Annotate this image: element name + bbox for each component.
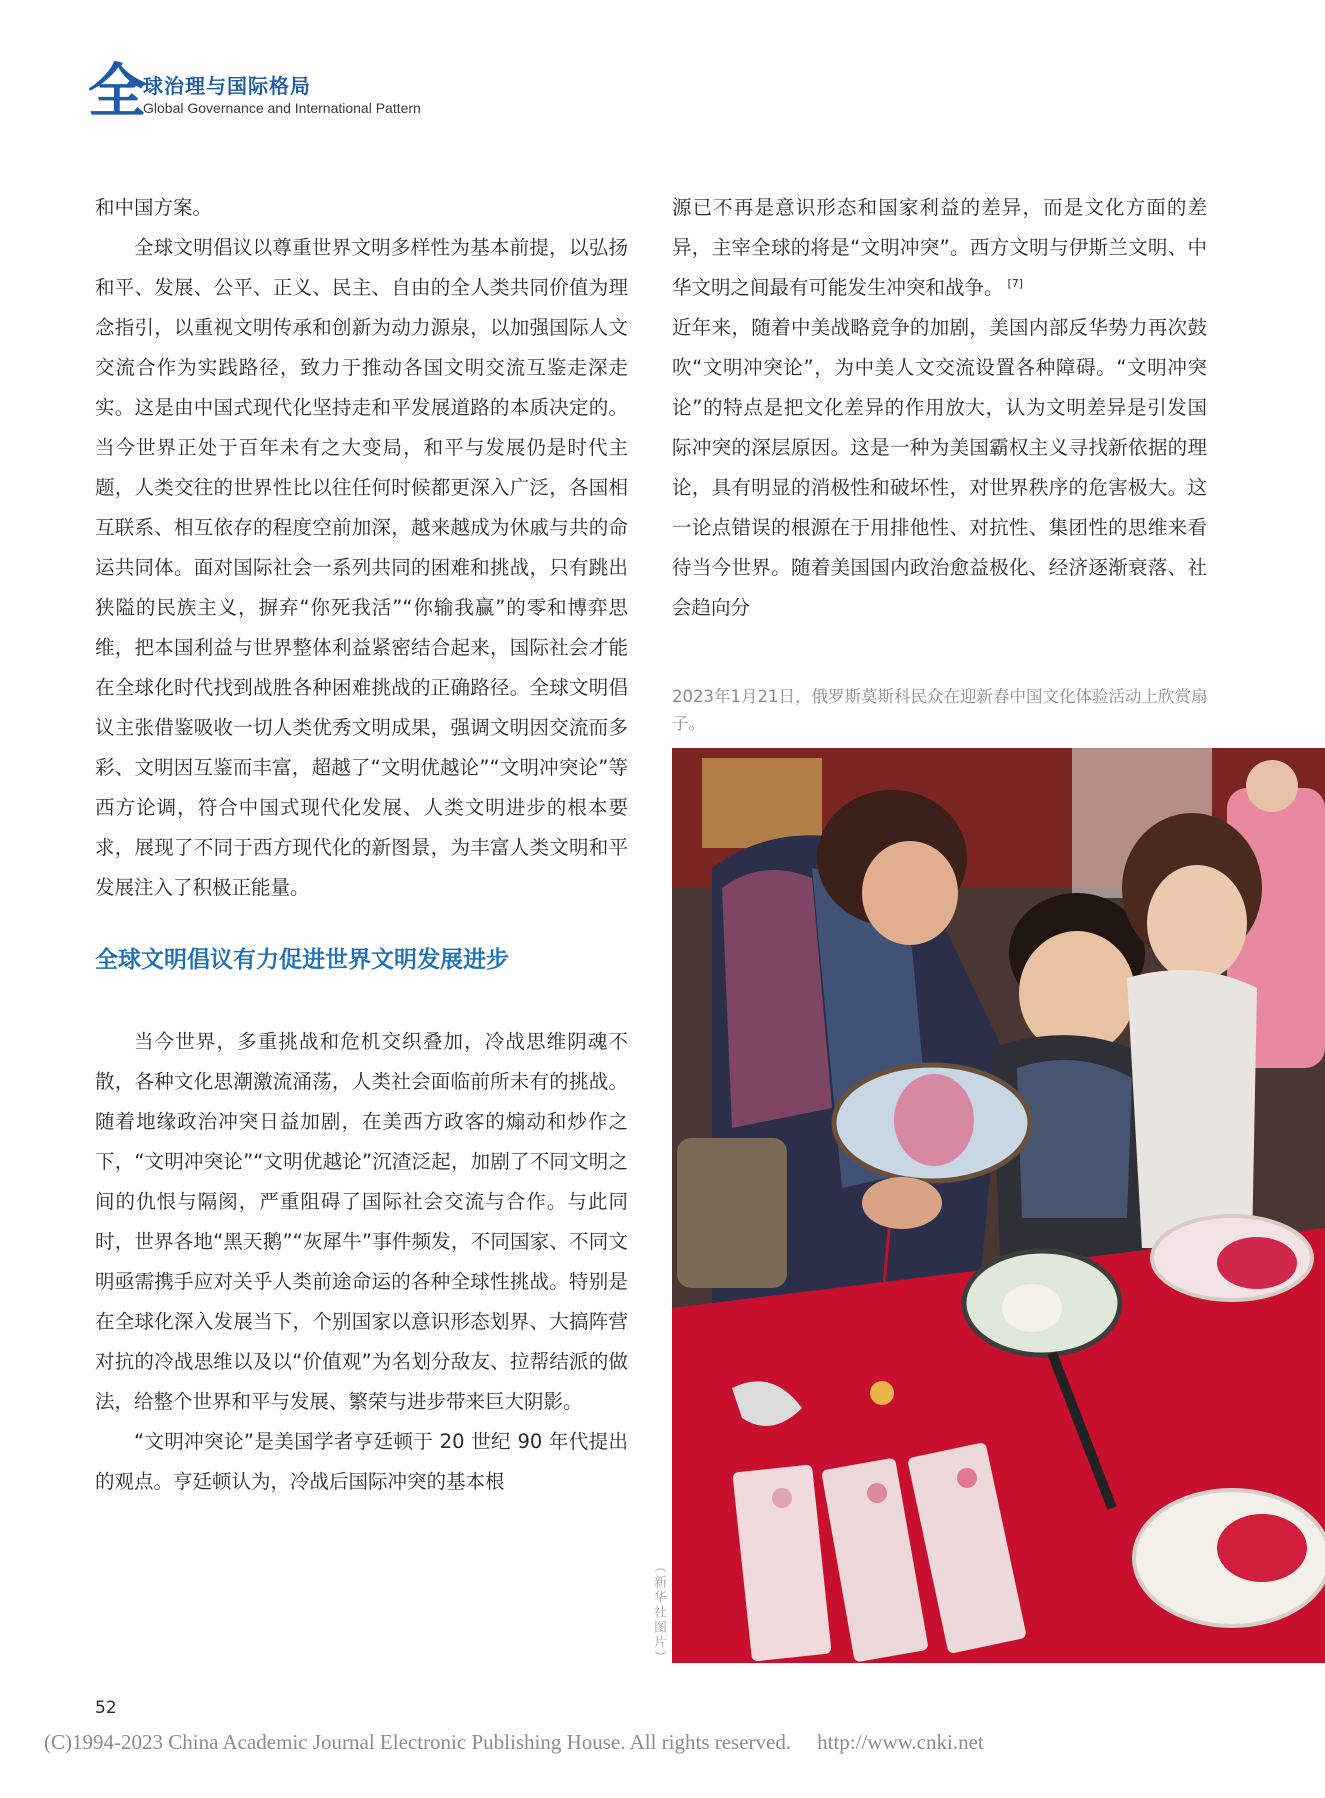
paragraph: 和中国方案。 bbox=[95, 196, 213, 219]
footer-url[interactable]: http://www.cnki.net bbox=[817, 1730, 984, 1754]
paragraph: 全球文明倡议以尊重世界文明多样性为基本前提，以弘扬和平、发展、公平、正义、民主、自由的全人类共同价值为理念指引，以重视文明传承和创新为动力源泉，以加强国际人文交流合作为实践路径，致力于推动各国文明交流互鉴走深走实。这是由中国式现代化坚持走和平发展道路的本质决定的。当今世界正处于百年未有之大变局，和平与发展仍是时代主题，人类交往的世界性比以往任何时候都更深入广泛，各国相互联系、相互依存的程度空前加深，越来越成为休戚与共的命运共同体。面对国际社会一系列共同的困难和挑战，只有跳出狭隘的民族主义，摒弃“你死我活”“你输我赢”的零和博弈思维，把本国利益与世界整体利益紧密结合起来，国际社会才能在全球化时代找到战胜各种困难挑战的正确路径。全球文明倡议主张借鉴吸收一切人类优秀文明成果，强调文明因交流而多彩、文明因互鉴而丰富，超越了“文明优越论”“文明冲突论”等西方论调，符合中国式现代化发展、人类文明进步的根本要求，展现了不同于西方现代化的新图景，为丰富人类文明和平发展注入了积极正能量。 bbox=[95, 236, 628, 899]
paragraph bbox=[672, 188, 1207, 308]
paragraph-text: 源已不再是意识形态和国家利益的差异，而是文化方面的差异，主宰全球的将是“文明冲突”。西方文明与伊斯兰文明、中华文明之间最有可能发生冲突和战争。 bbox=[672, 196, 1207, 299]
paragraph: “文明冲突论”是美国学者亨廷顿于 20 世纪 90 年代提出的观点。亨廷顿认为，冷战后国际冲突的基本根 bbox=[95, 1430, 628, 1493]
photo-caption: 2023年1月21日，俄罗斯莫斯科民众在迎新春中国文化体验活动上欣赏扇子。 bbox=[672, 687, 1208, 733]
event-photo bbox=[672, 748, 1325, 1663]
section-subtitle: Global Governance and International Pattern bbox=[143, 100, 421, 116]
journal-logo: 全 bbox=[88, 57, 147, 125]
photo-credit: （新华社图片） bbox=[651, 1560, 666, 1665]
left-column bbox=[95, 188, 628, 1502]
right-column bbox=[672, 188, 1207, 628]
footer bbox=[44, 1730, 984, 1755]
page-number: 52 bbox=[95, 1698, 117, 1718]
section-heading: 全球文明倡议有力促进世界文明发展进步 bbox=[95, 947, 509, 973]
paragraph: 当今世界，多重挑战和危机交织叠加，冷战思维阴魂不散，各种文化思潮激流涌荡，人类社会面临前所未有的挑战。随着地缘政治冲突日益加剧，在美西方政客的煽动和炒作之下，“文明冲突论”“文明优越论”沉渣泛起，加剧了不同文明之间的仇恨与隔阂，严重阻碍了国际社会交流与合作。与此同时，世界各地“黑天鹅”“灰犀牛”事件频发，不同国家、不同文明亟需携手应对关乎人类前途命运的各种全球性挑战。特别是在全球化深入发展当下，个别国家以意识形态划界、大搞阵营对抗的冷战思维以及以“价值观”为名划分敌友、拉帮结派的做法，给整个世界和平与发展、繁荣与进步带来巨大阴影。 bbox=[95, 1030, 628, 1413]
paragraph: 近年来，随着中美战略竞争的加剧，美国内部反华势力再次鼓吹“文明冲突论”，为中美人文交流设置各种障碍。“文明冲突论”的特点是把文化差异的作用放大，认为文明差异是引发国际冲突的深层原因。这是一种为美国霸权主义寻找新依据的理论，具有明显的消极性和破坏性，对世界秩序的危害极大。这一论点错误的根源在于用排他性、对抗性、集团性的思维来看待当今世界。随着美国国内政治愈益极化、经济逐渐衰落、社会趋向分 bbox=[672, 316, 1207, 619]
photo-illustration bbox=[672, 748, 1325, 1663]
journal-header bbox=[88, 58, 548, 128]
section-title: 球治理与国际格局 bbox=[143, 74, 311, 98]
copyright-notice: (C)1994-2023 China Academic Journal Electronic Publishing House. All rights reserved. bbox=[44, 1730, 792, 1754]
footnote-reference: [7] bbox=[1007, 276, 1024, 290]
